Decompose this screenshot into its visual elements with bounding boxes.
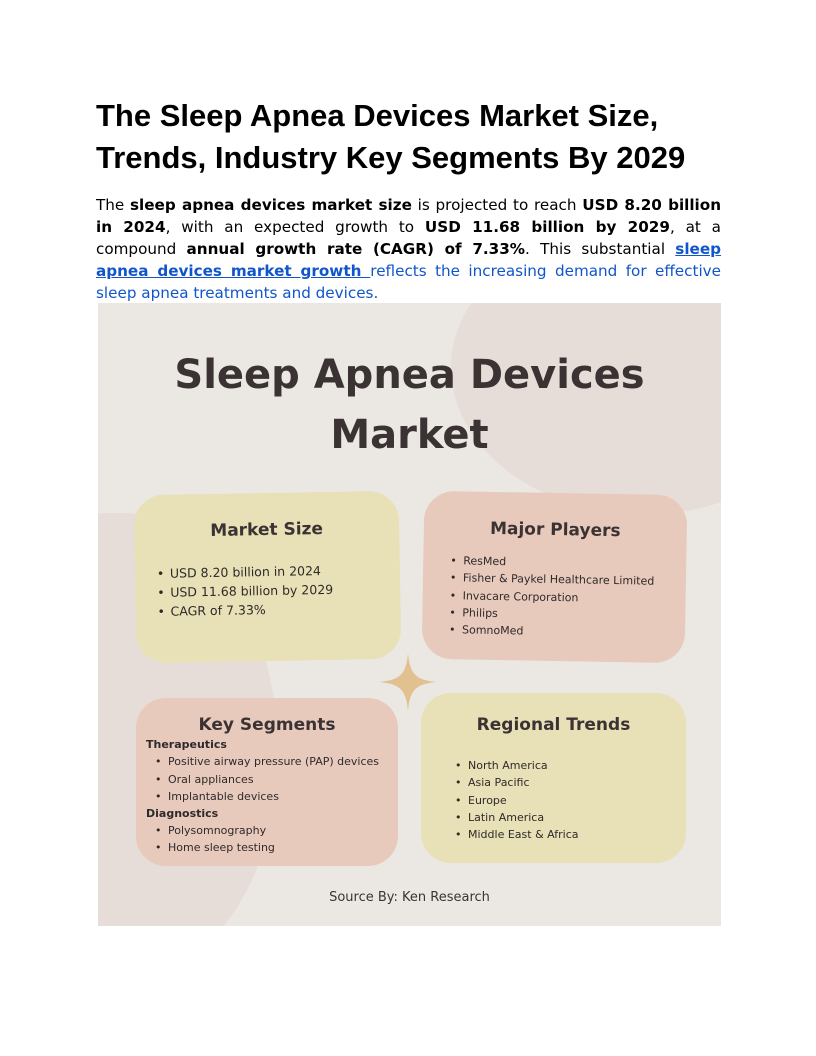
source-credit: Source By: Ken Research [329, 890, 490, 905]
market-growth-link[interactable]: sleep apnea devices market growth [96, 240, 722, 280]
key-segments-heading: Key Segments [198, 715, 336, 735]
list-item: • Fisher & Paykel Healthcare Limited [450, 569, 686, 590]
intro-text: is projected to reach [411, 196, 583, 214]
list-item: • Middle East & Africa [455, 826, 686, 843]
intro-text: . This substantial [525, 240, 676, 258]
list-item: • Oral appliances [155, 771, 398, 789]
diagnostics-list [155, 822, 398, 857]
major-players-list [449, 552, 686, 643]
regional-trends-list [455, 757, 686, 843]
infographic-title: Sleep Apnea Devices Market [174, 352, 645, 458]
list-item: • Asia Pacific [455, 774, 686, 791]
list-item: • North America [455, 757, 686, 774]
major-players-heading: Major Players [489, 518, 621, 542]
intro-bold-2024-value: USD 8.20 billion in 2024 [96, 196, 722, 236]
list-item: • Philips [449, 604, 685, 625]
regional-trends-heading: Regional Trends [476, 715, 631, 735]
list-item: • Invacare Corporation [450, 587, 686, 608]
list-item: • Latin America [455, 809, 686, 826]
list-item: • USD 8.20 billion in 2024 [157, 560, 400, 583]
major-players-card [422, 491, 688, 664]
list-item: • Positive airway pressure (PAP) devices [155, 753, 398, 771]
therapeutics-label: Therapeutics [146, 738, 227, 751]
list-item: • ResMed [450, 552, 686, 573]
intro-text: , with an expected growth to [165, 218, 425, 236]
key-segments-card [136, 698, 398, 866]
market-size-heading: Market Size [210, 519, 324, 541]
market-size-list [157, 560, 401, 621]
therapeutics-list [155, 753, 398, 806]
intro-bold-cagr: annual growth rate (CAGR) of 7.33% [186, 240, 526, 258]
page-title: The Sleep Apnea Devices Market Size, Trends, Industry Key Segments By 2029 [96, 98, 686, 175]
list-item: • Europe [455, 792, 686, 809]
intro-paragraph [96, 194, 721, 304]
list-item: • Home sleep testing [155, 839, 398, 857]
list-item: • CAGR of 7.33% [157, 598, 400, 621]
regional-trends-card [421, 693, 686, 863]
intro-text-blue: reflects the increasing demand for effective sleep apnea treatments and devices. [96, 262, 722, 302]
list-item: • Polysomnography [155, 822, 398, 840]
infographic-image [98, 303, 721, 926]
list-item: • USD 11.68 billion by 2029 [157, 579, 400, 602]
diagnostics-label: Diagnostics [146, 806, 219, 820]
intro-bold-market-size: sleep apnea devices market size [130, 196, 412, 214]
list-item: • Implantable devices [155, 788, 398, 806]
market-size-card [134, 491, 402, 664]
intro-bold-2029-value: USD 11.68 billion by 2029 [424, 218, 670, 236]
intro-text: The [96, 196, 131, 214]
list-item: • SomnoMed [449, 621, 685, 642]
intro-text: , at a compound [96, 218, 721, 258]
